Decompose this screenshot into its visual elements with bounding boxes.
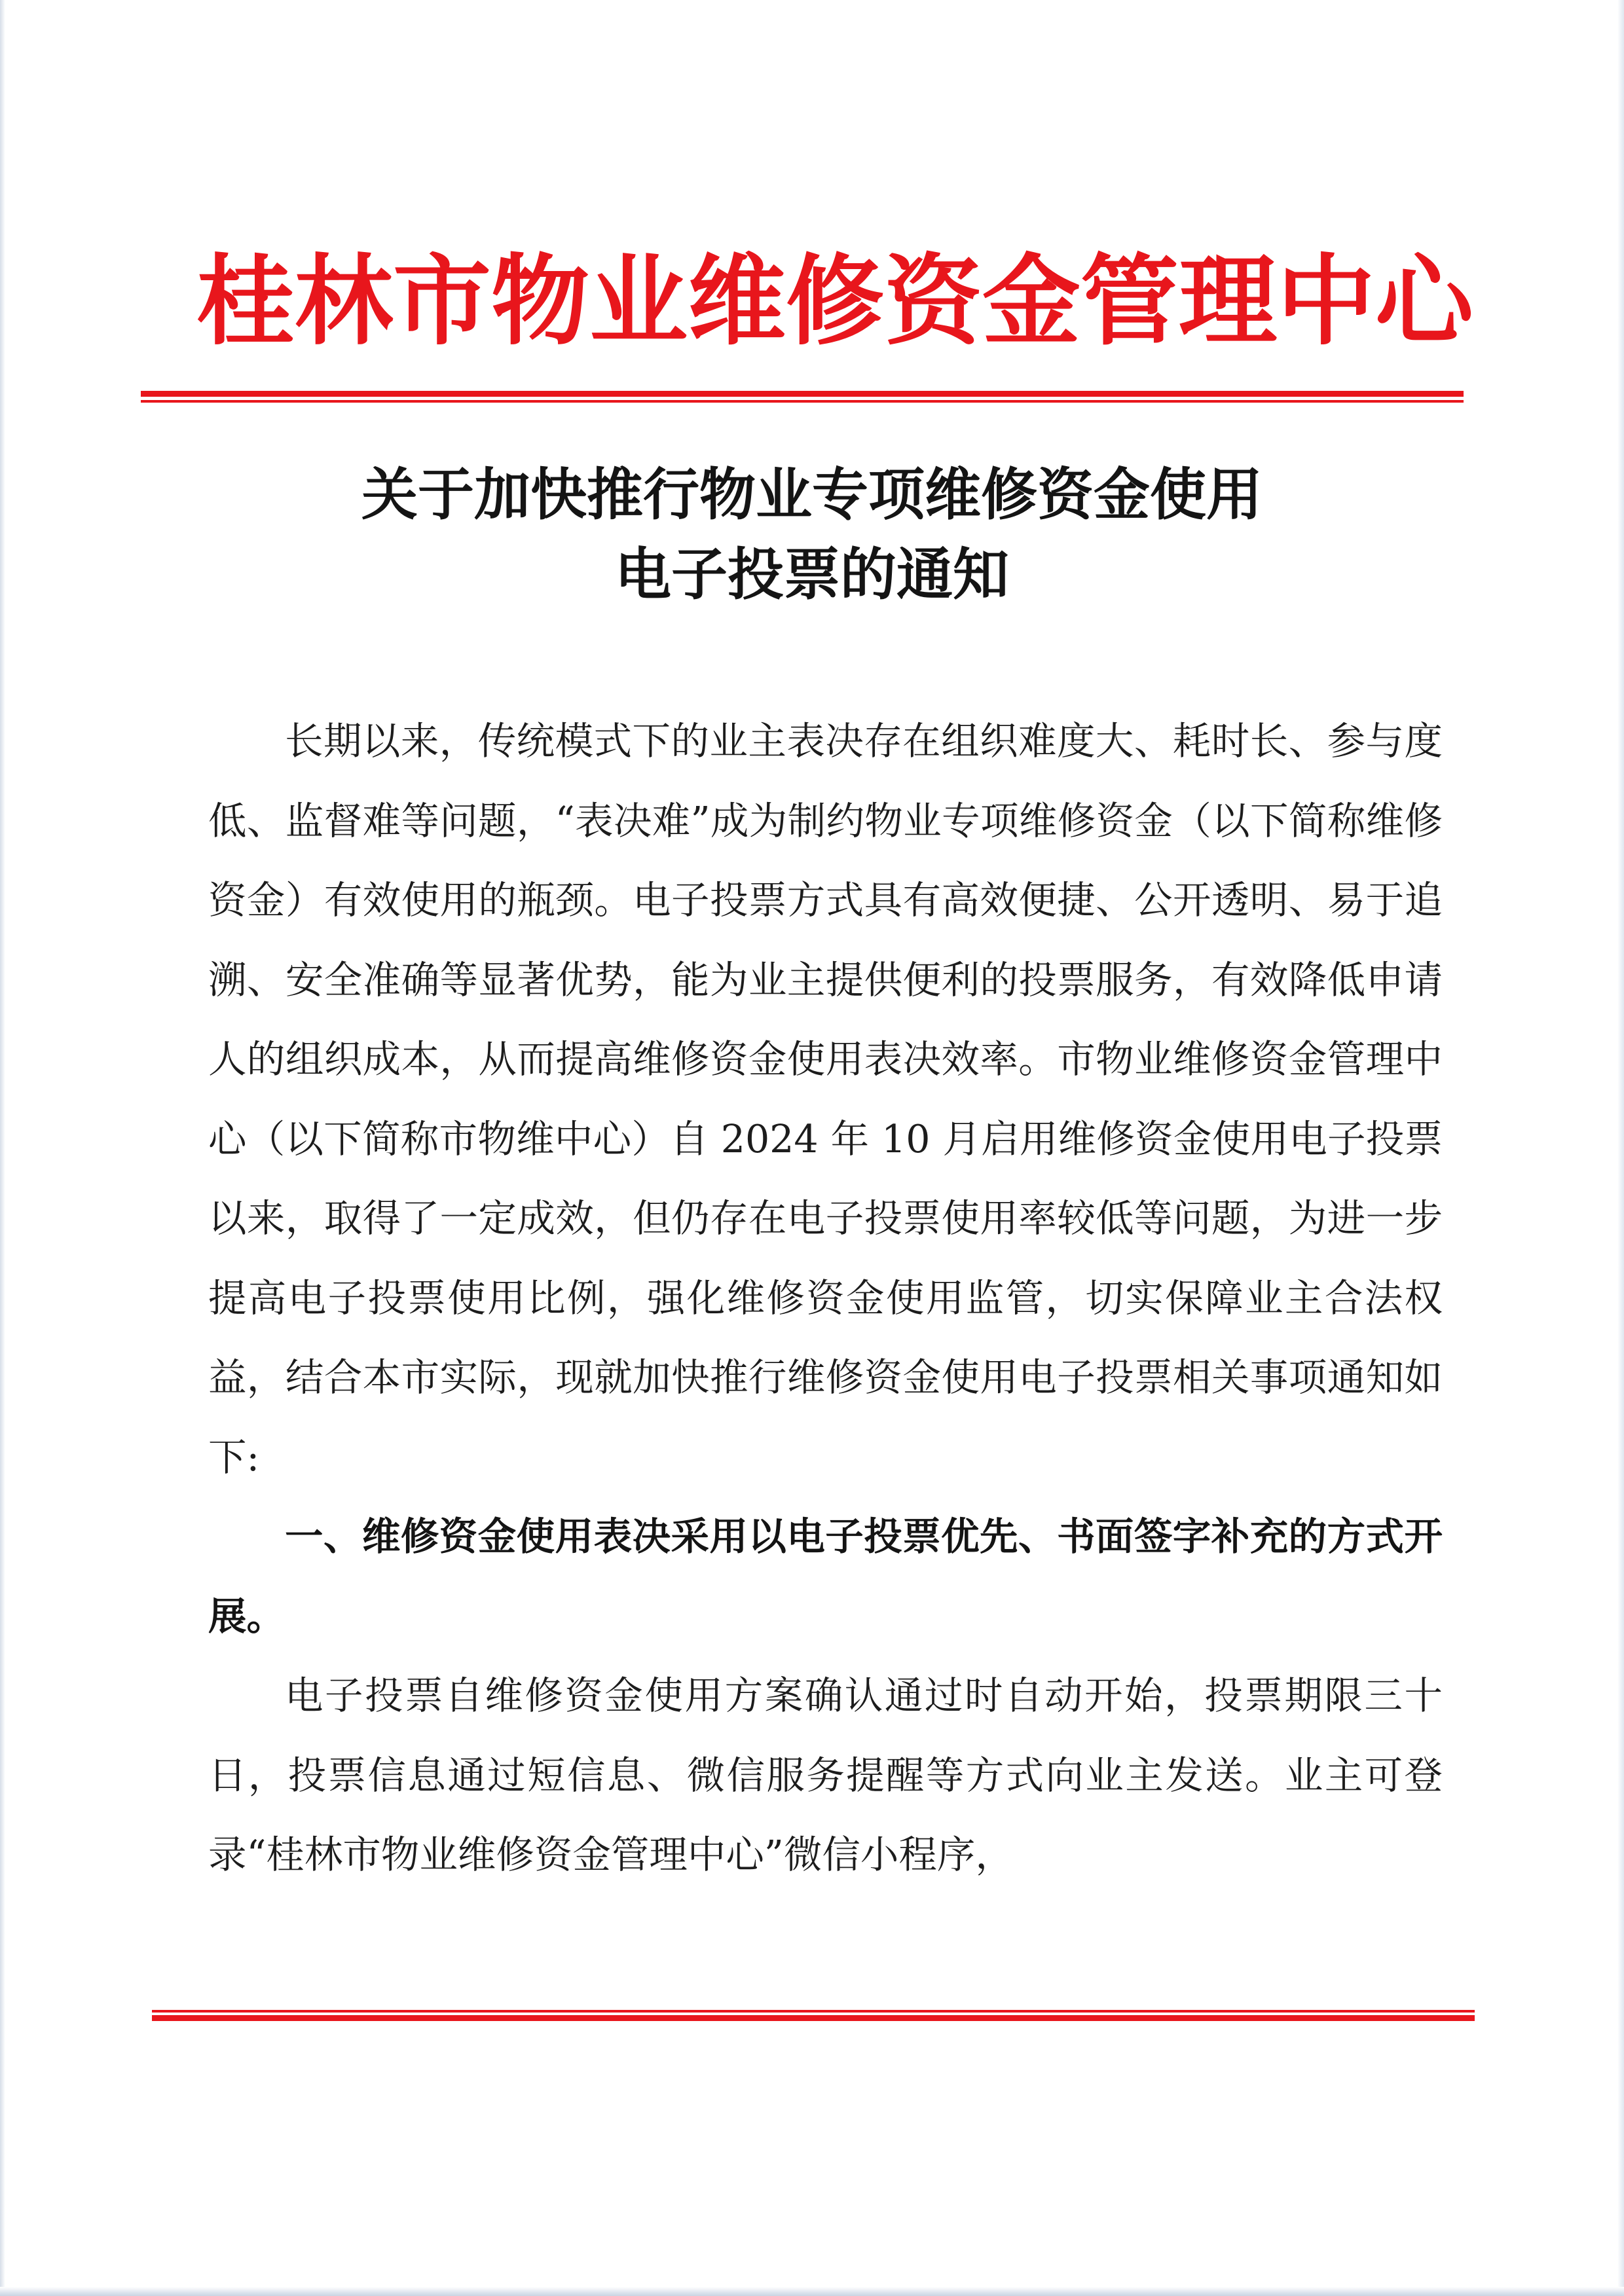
red-rule-thin xyxy=(141,400,1464,403)
scan-edge-left xyxy=(0,0,5,2296)
scan-edge-right xyxy=(1617,0,1624,2296)
body-paragraph-2: 电子投票自维修资金使用方案确认通过时自动开始，投票期限三十日，投票信息通过短信息、微信服务提醒等方式向业主发送。业主可登录“桂林市物业维修资金管理中心”微信小程序， xyxy=(208,1673,1443,1877)
section-heading-1: 一、维修资金使用表决采用以电子投票优先、书面签字补充的方式开展。 xyxy=(208,1514,1443,1639)
red-rule-thick xyxy=(141,391,1464,397)
document-title xyxy=(196,455,1428,615)
document-body xyxy=(208,702,1443,1895)
red-rule-thick-bottom xyxy=(152,2015,1475,2021)
scan-edge-bottom xyxy=(0,2287,1624,2296)
letterhead-org-name: 桂林市物业维修资金管理中心 xyxy=(196,244,1474,359)
footer-red-rule xyxy=(152,2010,1475,2024)
document-title-line-2: 电子投票的通知 xyxy=(615,541,1009,608)
letterhead-red-rule xyxy=(141,391,1464,405)
document-title-line-1: 关于加快推行物业专项维修资金使用 xyxy=(361,462,1263,528)
body-paragraph-1: 长期以来，传统模式下的业主表决存在组织难度大、耗时长、参与度低、监督难等问题，“表决难”成为制约物业专项维修资金（以下简称维修资金）有效使用的瓶颈。电子投票方式具有高效便捷、公开透明、易于追溯、安全准确等显著优势，能为业主提供便利的投票服务，有效降低申请人的组织成本，从而提高维修资金使用表决效率。市物业维修资金管理中心（以下简称市物维中心）自 2024 年 10 月启用维修资金使用电子投票以来，取得了一定成效，但仍存在电子投票使用率较低等问题，为进一步提高电子投票使用比例，强化维修资金使用监管，切实保障业主合法权益，结合本市实际，现就加快推行维修资金使用电子投票相关事项通知如下: xyxy=(208,719,1443,1480)
red-rule-thin-bottom xyxy=(152,2010,1475,2013)
